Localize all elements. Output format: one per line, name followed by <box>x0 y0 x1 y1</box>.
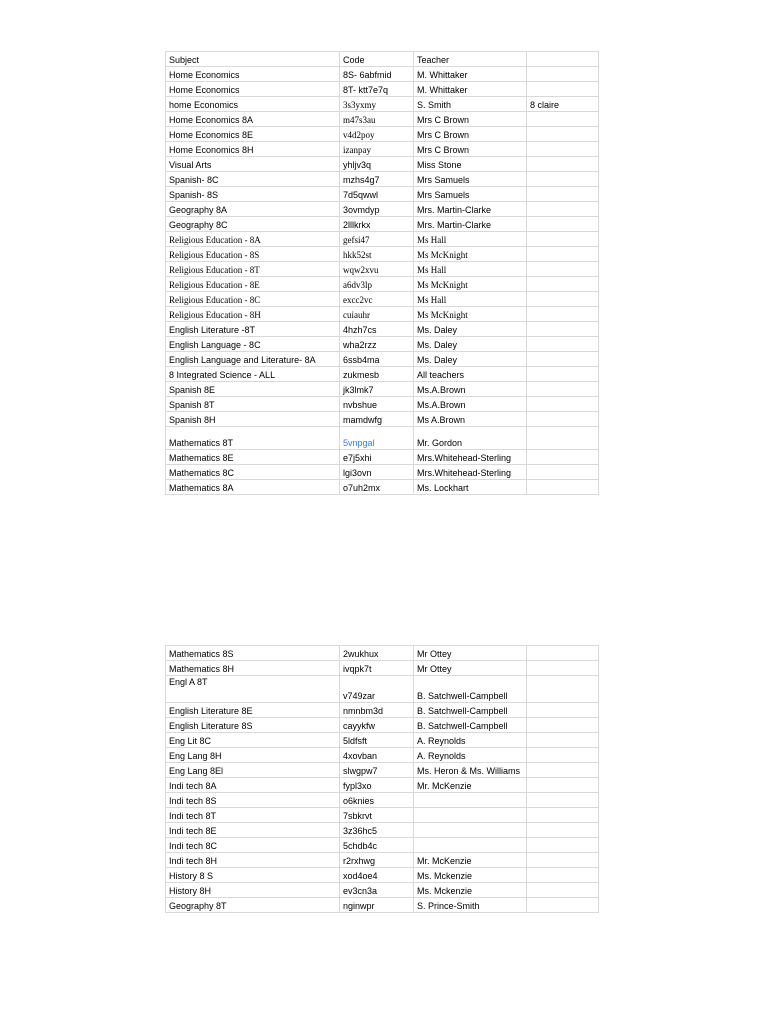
note-cell <box>527 465 599 480</box>
code-cell: lgi3ovn <box>340 465 414 480</box>
teacher-cell: Mr. Gordon <box>414 427 527 450</box>
code-cell: cuiauhr <box>340 307 414 322</box>
code-cell: mamdwfg <box>340 412 414 427</box>
teacher-cell: Mrs Samuels <box>414 172 527 187</box>
code-cell: o6knies <box>340 793 414 808</box>
table-row <box>166 352 599 367</box>
table-row <box>166 793 599 808</box>
subject-cell: Spanish 8E <box>166 382 340 397</box>
note-cell: 8 claire <box>527 97 599 112</box>
table-row <box>166 157 599 172</box>
note-cell <box>527 427 599 450</box>
subject-cell: Mathematics 8S <box>166 646 340 661</box>
note-cell <box>527 748 599 763</box>
code-cell: slwgpw7 <box>340 763 414 778</box>
teacher-cell: Ms. Daley <box>414 322 527 337</box>
header-teacher: Teacher <box>414 52 527 67</box>
code-cell: 2wukhux <box>340 646 414 661</box>
table-row <box>166 337 599 352</box>
teacher-cell: Mrs Samuels <box>414 187 527 202</box>
code-cell: jk3lmk7 <box>340 382 414 397</box>
teacher-cell: A. Reynolds <box>414 748 527 763</box>
teacher-cell: Ms. Heron & Ms. Williams <box>414 763 527 778</box>
table-row <box>166 187 599 202</box>
code-cell: 2lllkrkx <box>340 217 414 232</box>
teacher-cell: Ms. Mckenzie <box>414 868 527 883</box>
table-body <box>166 646 599 913</box>
table-row <box>166 898 599 913</box>
code-cell: 7d5qwwl <box>340 187 414 202</box>
note-cell <box>527 322 599 337</box>
header-subject: Subject <box>166 52 340 67</box>
subject-cell: Mathematics 8E <box>166 450 340 465</box>
subject-cell: Home Economics 8E <box>166 127 340 142</box>
subject-cell: Geography 8C <box>166 217 340 232</box>
note-cell <box>527 480 599 495</box>
subject-cell: History 8 S <box>166 868 340 883</box>
subject-cell: English Language - 8C <box>166 337 340 352</box>
note-cell <box>527 352 599 367</box>
code-cell: wqw2xvu <box>340 262 414 277</box>
teacher-cell: Mrs. Martin-Clarke <box>414 202 527 217</box>
subject-cell: Indi tech 8T <box>166 808 340 823</box>
table-row <box>166 763 599 778</box>
subject-cell: English Literature 8S <box>166 718 340 733</box>
note-cell <box>527 247 599 262</box>
table-row <box>166 883 599 898</box>
table-row <box>166 277 599 292</box>
code-cell: 3z36hc5 <box>340 823 414 838</box>
code-cell: 3ovmdyp <box>340 202 414 217</box>
subject-cell: Mathematics 8C <box>166 465 340 480</box>
subject-cell: Spanish- 8S <box>166 187 340 202</box>
note-cell <box>527 337 599 352</box>
note-cell <box>527 808 599 823</box>
code-cell: nmnbm3d <box>340 703 414 718</box>
subject-cell: Religious Education - 8S <box>166 247 340 262</box>
subject-cell: English Language and Literature- 8A <box>166 352 340 367</box>
subject-cell: Mathematics 8A <box>166 480 340 495</box>
table-row <box>166 718 599 733</box>
table-row <box>166 262 599 277</box>
subject-cell: Home Economics 8A <box>166 112 340 127</box>
header-extra <box>527 52 599 67</box>
subject-cell: Geography 8T <box>166 898 340 913</box>
teacher-cell: Mr Ottey <box>414 646 527 661</box>
table-row <box>166 322 599 337</box>
subject-cell: Indi tech 8E <box>166 823 340 838</box>
table-row <box>166 838 599 853</box>
table-body <box>166 52 599 495</box>
teacher-cell: Mrs.Whitehead-Sterling <box>414 465 527 480</box>
table-row <box>166 733 599 748</box>
teacher-cell: B. Satchwell-Campbell <box>414 676 527 703</box>
code-cell: izanpay <box>340 142 414 157</box>
subject-cell: Eng Lit 8C <box>166 733 340 748</box>
subject-cell: Visual Arts <box>166 157 340 172</box>
note-cell <box>527 187 599 202</box>
table-row <box>166 112 599 127</box>
note-cell <box>527 157 599 172</box>
note-cell <box>527 367 599 382</box>
subject-cell: English Literature -8T <box>166 322 340 337</box>
table-row <box>166 808 599 823</box>
table-row <box>166 397 599 412</box>
code-cell: r2rxhwg <box>340 853 414 868</box>
code-cell: a6dv3lp <box>340 277 414 292</box>
teacher-cell: S. Smith <box>414 97 527 112</box>
table-row <box>166 382 599 397</box>
table-row <box>166 202 599 217</box>
teacher-cell: Mrs C Brown <box>414 142 527 157</box>
teacher-cell: Ms Hall <box>414 262 527 277</box>
code-cell: o7uh2mx <box>340 480 414 495</box>
subject-cell: Spanish 8H <box>166 412 340 427</box>
class-codes-table-1 <box>165 51 599 495</box>
note-cell <box>527 718 599 733</box>
teacher-cell: Ms McKnight <box>414 277 527 292</box>
table-row <box>166 676 599 703</box>
teacher-cell: Mr. McKenzie <box>414 778 527 793</box>
note-cell <box>527 142 599 157</box>
subject-cell: Indi tech 8H <box>166 853 340 868</box>
table-row <box>166 307 599 322</box>
subject-cell: Home Economics 8H <box>166 142 340 157</box>
teacher-cell: Mr Ottey <box>414 661 527 676</box>
code-cell: 6ssb4ma <box>340 352 414 367</box>
note-cell <box>527 202 599 217</box>
table-row <box>166 82 599 97</box>
note-cell <box>527 450 599 465</box>
code-cell: xod4oe4 <box>340 868 414 883</box>
table-row <box>166 97 599 112</box>
code-cell: mzhs4g7 <box>340 172 414 187</box>
subject-cell: Religious Education - 8C <box>166 292 340 307</box>
teacher-cell: Miss Stone <box>414 157 527 172</box>
teacher-cell: Ms.A.Brown <box>414 382 527 397</box>
code-cell: m47s3au <box>340 112 414 127</box>
note-cell <box>527 898 599 913</box>
teacher-cell: Ms. Daley <box>414 337 527 352</box>
note-cell <box>527 793 599 808</box>
note-cell <box>527 217 599 232</box>
teacher-cell: Ms McKnight <box>414 247 527 262</box>
table-row <box>166 247 599 262</box>
subject-cell: Indi tech 8C <box>166 838 340 853</box>
teacher-cell: Ms Hall <box>414 292 527 307</box>
teacher-cell: M. Whittaker <box>414 67 527 82</box>
note-cell <box>527 277 599 292</box>
table-row <box>166 868 599 883</box>
table-row <box>166 450 599 465</box>
teacher-cell: Ms Hall <box>414 232 527 247</box>
teacher-cell: Mrs. Martin-Clarke <box>414 217 527 232</box>
code-cell: 5chdb4c <box>340 838 414 853</box>
code-cell: v749zar <box>340 676 414 703</box>
code-cell: nginwpr <box>340 898 414 913</box>
teacher-cell: Mrs C Brown <box>414 127 527 142</box>
note-cell <box>527 853 599 868</box>
code-cell: 5ldfsft <box>340 733 414 748</box>
note-cell <box>527 676 599 703</box>
code-cell: 7sbkrvt <box>340 808 414 823</box>
code-cell: 5vnpgal <box>340 427 414 450</box>
note-cell <box>527 868 599 883</box>
code-cell: fypl3xo <box>340 778 414 793</box>
teacher-cell: S. Prince-Smith <box>414 898 527 913</box>
note-cell <box>527 823 599 838</box>
table-row <box>166 646 599 661</box>
teacher-cell <box>414 838 527 853</box>
table-row <box>166 703 599 718</box>
note-cell <box>527 112 599 127</box>
code-cell: ivqpk7t <box>340 661 414 676</box>
code-cell: excc2vc <box>340 292 414 307</box>
code-cell: 8T- ktt7e7q <box>340 82 414 97</box>
subject-cell: Spanish 8T <box>166 397 340 412</box>
teacher-cell: B. Satchwell-Campbell <box>414 703 527 718</box>
code-cell: 3s3yxmy <box>340 97 414 112</box>
note-cell <box>527 733 599 748</box>
note-cell <box>527 382 599 397</box>
teacher-cell: Ms. Daley <box>414 352 527 367</box>
subject-cell: Mathematics 8H <box>166 661 340 676</box>
note-cell <box>527 67 599 82</box>
subject-cell: Home Economics <box>166 67 340 82</box>
note-cell <box>527 292 599 307</box>
header-row <box>166 52 599 67</box>
note-cell <box>527 763 599 778</box>
class-codes-table-2 <box>165 645 599 913</box>
subject-cell: English Literature 8E <box>166 703 340 718</box>
note-cell <box>527 127 599 142</box>
table-row <box>166 465 599 480</box>
note-cell <box>527 82 599 97</box>
teacher-cell <box>414 808 527 823</box>
code-cell: e7j5xhi <box>340 450 414 465</box>
code-cell: ev3cn3a <box>340 883 414 898</box>
table-row <box>166 142 599 157</box>
table-row <box>166 661 599 676</box>
note-cell <box>527 778 599 793</box>
teacher-cell: A. Reynolds <box>414 733 527 748</box>
teacher-cell <box>414 793 527 808</box>
note-cell <box>527 838 599 853</box>
code-cell: hkk52st <box>340 247 414 262</box>
subject-cell: Indi tech 8S <box>166 793 340 808</box>
note-cell <box>527 883 599 898</box>
teacher-cell: Ms. Lockhart <box>414 480 527 495</box>
subject-cell: Engl A 8T <box>166 676 340 703</box>
note-cell <box>527 262 599 277</box>
code-cell: 4xovban <box>340 748 414 763</box>
note-cell <box>527 307 599 322</box>
table-row <box>166 748 599 763</box>
teacher-cell: Mr. McKenzie <box>414 853 527 868</box>
header-code: Code <box>340 52 414 67</box>
note-cell <box>527 646 599 661</box>
teacher-cell: All teachers <box>414 367 527 382</box>
teacher-cell: M. Whittaker <box>414 82 527 97</box>
table-row <box>166 823 599 838</box>
table-row <box>166 67 599 82</box>
teacher-cell: Ms A.Brown <box>414 412 527 427</box>
code-cell: 4hzh7cs <box>340 322 414 337</box>
code-cell: gefsi47 <box>340 232 414 247</box>
note-cell <box>527 397 599 412</box>
note-cell <box>527 703 599 718</box>
subject-cell: Mathematics 8T <box>166 427 340 450</box>
subject-cell: Eng Lang 8H <box>166 748 340 763</box>
table-row <box>166 172 599 187</box>
code-cell: 8S- 6abfmid <box>340 67 414 82</box>
table-row <box>166 232 599 247</box>
note-cell <box>527 661 599 676</box>
subject-cell: Spanish- 8C <box>166 172 340 187</box>
subject-cell: Eng Lang 8El <box>166 763 340 778</box>
table-row <box>166 412 599 427</box>
note-cell <box>527 232 599 247</box>
note-cell <box>527 412 599 427</box>
teacher-cell <box>414 823 527 838</box>
teacher-cell: Ms.A.Brown <box>414 397 527 412</box>
table-row <box>166 367 599 382</box>
code-cell: nvbshue <box>340 397 414 412</box>
subject-cell: Religious Education - 8A <box>166 232 340 247</box>
teacher-cell: Mrs C Brown <box>414 112 527 127</box>
subject-cell: Religious Education - 8E <box>166 277 340 292</box>
subject-cell: Geography 8A <box>166 202 340 217</box>
subject-cell: Home Economics <box>166 82 340 97</box>
code-cell: wha2rzz <box>340 337 414 352</box>
teacher-cell: Mrs.Whitehead-Sterling <box>414 450 527 465</box>
table-row <box>166 127 599 142</box>
subject-cell: Religious Education - 8H <box>166 307 340 322</box>
code-cell: yhljv3q <box>340 157 414 172</box>
code-cell: cayykfw <box>340 718 414 733</box>
subject-cell: 8 Integrated Science - ALL <box>166 367 340 382</box>
table-row <box>166 427 599 450</box>
note-cell <box>527 172 599 187</box>
table-row <box>166 217 599 232</box>
subject-cell: Indi tech 8A <box>166 778 340 793</box>
code-cell: zukmesb <box>340 367 414 382</box>
teacher-cell: Ms. Mckenzie <box>414 883 527 898</box>
table-row <box>166 778 599 793</box>
subject-cell: home Economics <box>166 97 340 112</box>
teacher-cell: Ms McKnight <box>414 307 527 322</box>
code-cell: v4d2poy <box>340 127 414 142</box>
table-row <box>166 480 599 495</box>
subject-cell: Religious Education - 8T <box>166 262 340 277</box>
table-row <box>166 853 599 868</box>
subject-cell: History 8H <box>166 883 340 898</box>
table-row <box>166 292 599 307</box>
teacher-cell: B. Satchwell-Campbell <box>414 718 527 733</box>
